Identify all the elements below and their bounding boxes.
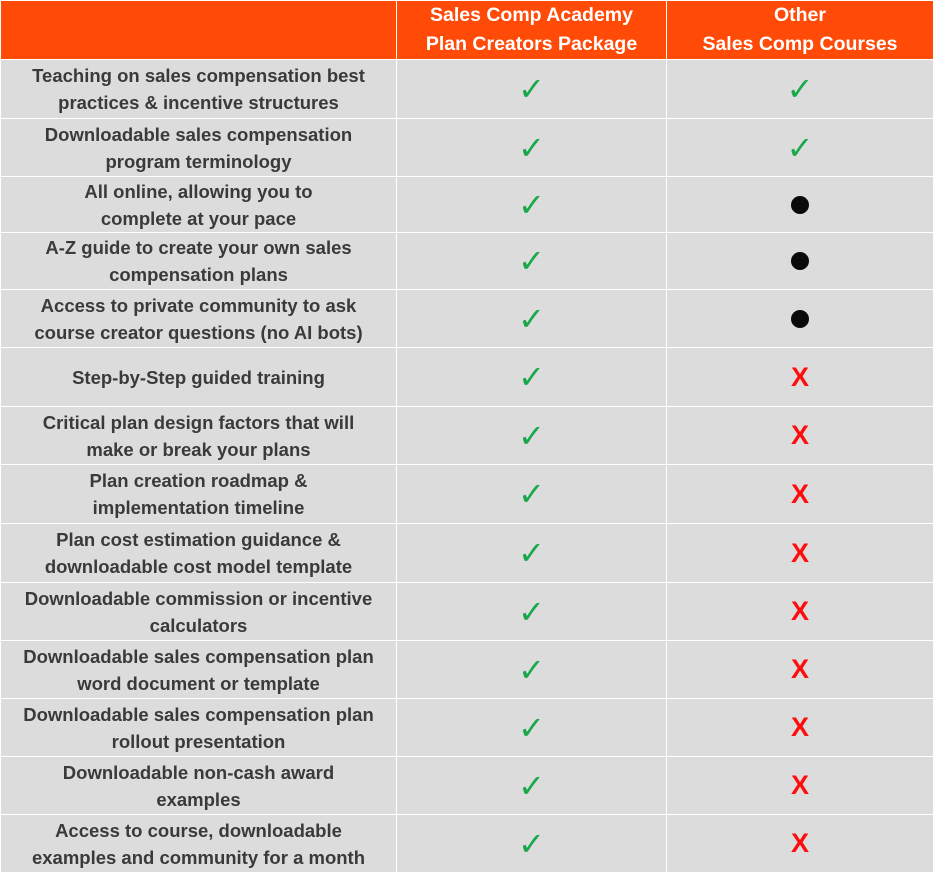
- check-icon: ✓: [518, 592, 545, 631]
- table-row: [1, 177, 933, 233]
- feature-cell: [1, 233, 396, 289]
- check-icon: ✓: [518, 128, 545, 167]
- comparison-table: [1, 1, 933, 873]
- academy-cell: [396, 407, 666, 464]
- feature-line-1: Access to course, downloadable: [55, 819, 342, 841]
- feature-cell: [1, 407, 396, 464]
- header-others-line1: Other: [773, 4, 826, 26]
- academy-cell: [396, 119, 666, 176]
- header-others-line2: Sales Comp Courses: [702, 33, 898, 55]
- feature-line-2: course creator questions (no AI bots): [34, 321, 363, 343]
- feature-line-2: program terminology: [105, 150, 292, 172]
- others-cell: [666, 119, 933, 176]
- academy-cell: [396, 815, 666, 872]
- academy-cell: [396, 583, 666, 640]
- feature-line-2: practices & incentive structures: [58, 92, 339, 113]
- feature-line-2: word document or template: [77, 672, 320, 694]
- feature-line-1: Plan cost estimation guidance &: [56, 529, 341, 550]
- academy-cell: [396, 524, 666, 582]
- feature-line-2: calculators: [149, 614, 248, 636]
- feature-line-1: Downloadable sales compensation plan: [23, 703, 374, 725]
- check-icon: ✓: [518, 70, 545, 108]
- others-cell: [666, 465, 933, 523]
- feature-line-1: Access to private community to ask: [40, 294, 357, 316]
- check-icon: ✓: [518, 766, 545, 805]
- academy-cell: [396, 641, 666, 698]
- table-row: [1, 699, 933, 757]
- academy-cell: [396, 233, 666, 289]
- others-cell: [666, 407, 933, 464]
- check-icon: ✓: [518, 185, 545, 224]
- x-icon: X: [790, 770, 809, 800]
- check-icon: ✓: [786, 70, 814, 108]
- x-icon: X: [790, 478, 809, 509]
- feature-cell: [1, 757, 396, 814]
- table-row: [1, 815, 933, 873]
- others-cell: [666, 290, 933, 347]
- feature-line-1: Downloadable non-cash award: [62, 761, 335, 783]
- x-icon: X: [790, 420, 809, 450]
- feature-line-2: make or break your plans: [86, 438, 311, 460]
- header-academy-cell: [396, 1, 666, 59]
- check-icon: ✓: [518, 475, 545, 513]
- check-icon: ✓: [518, 708, 545, 747]
- others-cell: [666, 233, 933, 289]
- feature-cell: [1, 699, 396, 756]
- others-cell: [666, 815, 933, 872]
- others-cell: [666, 641, 933, 698]
- header-academy-line1: Sales Comp Academy: [429, 4, 633, 26]
- feature-cell: [1, 177, 396, 232]
- feature-line-2: implementation timeline: [92, 497, 305, 518]
- header-feature-cell: [1, 1, 396, 59]
- others-cell: [666, 348, 933, 406]
- partial-dot-icon: [791, 196, 809, 214]
- table-row: [1, 641, 933, 699]
- academy-cell: [396, 177, 666, 232]
- x-icon: X: [790, 654, 809, 684]
- x-icon: X: [790, 537, 809, 568]
- academy-cell: [396, 348, 666, 406]
- check-icon: ✓: [518, 534, 545, 572]
- feature-line-2: compensation plans: [109, 264, 288, 285]
- feature-line-1: A-Z guide to create your own sales: [45, 237, 352, 258]
- others-cell: [666, 757, 933, 814]
- feature-line-1: Step-by-Step guided training: [72, 366, 325, 388]
- feature-line-2: complete at your pace: [100, 207, 297, 229]
- feature-cell: [1, 60, 396, 118]
- x-icon: X: [790, 828, 809, 858]
- feature-line-2: examples: [156, 788, 241, 810]
- check-icon: ✓: [518, 299, 545, 338]
- table-header: [1, 1, 933, 60]
- feature-cell: [1, 119, 396, 176]
- feature-cell: [1, 641, 396, 698]
- feature-line-1: Teaching on sales compensation best: [32, 65, 365, 86]
- others-cell: [666, 583, 933, 640]
- feature-cell: [1, 290, 396, 347]
- feature-cell: [1, 815, 396, 872]
- academy-cell: [396, 757, 666, 814]
- x-icon: X: [790, 361, 809, 392]
- table-row: [1, 290, 933, 348]
- header-academy-line2: Plan Creators Package: [425, 33, 638, 55]
- feature-line-1: Plan creation roadmap &: [89, 470, 308, 491]
- table-row: [1, 233, 933, 290]
- academy-cell: [396, 465, 666, 523]
- table-row: [1, 757, 933, 815]
- academy-cell: [396, 290, 666, 347]
- check-icon: ✓: [786, 128, 814, 167]
- feature-line-2: examples and community for a month: [31, 846, 366, 868]
- table-row: [1, 60, 933, 119]
- others-cell: [666, 524, 933, 582]
- x-icon: X: [790, 712, 809, 742]
- check-icon: ✓: [518, 242, 545, 280]
- check-icon: ✓: [518, 824, 545, 863]
- others-cell: [666, 177, 933, 232]
- feature-line-1: All online, allowing you to: [84, 180, 313, 202]
- check-icon: ✓: [518, 650, 545, 689]
- check-icon: ✓: [518, 358, 545, 396]
- feature-cell: [1, 524, 396, 582]
- table-row: [1, 465, 933, 524]
- partial-dot-icon: [791, 252, 809, 270]
- feature-line-1: Downloadable commission or incentive: [24, 587, 373, 609]
- feature-line-1: Critical plan design factors that will: [42, 411, 355, 433]
- feature-cell: [1, 583, 396, 640]
- partial-dot-icon: [791, 310, 809, 328]
- academy-cell: [396, 60, 666, 118]
- table-row: [1, 348, 933, 407]
- table-row: [1, 407, 933, 465]
- header-others-cell: [666, 1, 933, 59]
- table-row: [1, 119, 933, 177]
- table-row: [1, 524, 933, 583]
- feature-cell: [1, 348, 396, 406]
- table-row: [1, 583, 933, 641]
- academy-cell: [396, 699, 666, 756]
- check-icon: ✓: [518, 416, 545, 455]
- feature-cell: [1, 465, 396, 523]
- x-icon: X: [790, 596, 809, 626]
- others-cell: [666, 60, 933, 118]
- others-cell: [666, 699, 933, 756]
- feature-line-2: downloadable cost model template: [44, 556, 353, 577]
- feature-line-1: Downloadable sales compensation plan: [23, 645, 374, 667]
- feature-line-2: rollout presentation: [111, 730, 286, 752]
- feature-line-1: Downloadable sales compensation: [44, 123, 353, 145]
- table-body: [1, 60, 933, 873]
